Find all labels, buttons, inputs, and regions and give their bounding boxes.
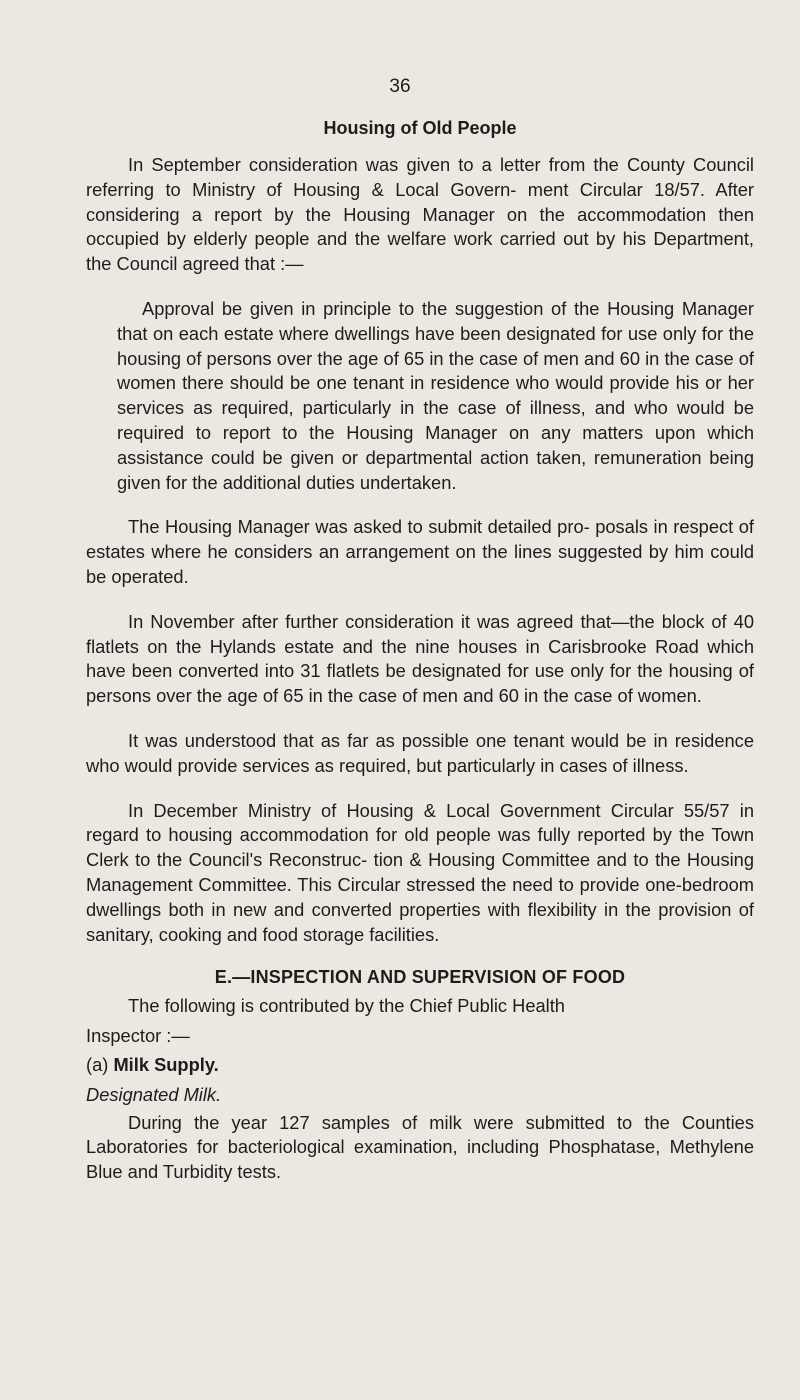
paragraph-food-intro-continued — [86, 1024, 754, 1049]
milk-supply-heading — [86, 1053, 754, 1078]
heading-food-inspection: E.—INSPECTION AND SUPERVISION OF FOOD — [214, 967, 626, 988]
designated-milk-subheading: Designated Milk. — [86, 1083, 222, 1105]
food-intro-continued-text: Inspector :— — [86, 1025, 190, 1047]
heading-housing-old-people: Housing of Old People — [323, 118, 517, 138]
paragraph-september: In September consideration was given to a letter from the County Council referring to Ministry of Housing & Local Govern- ment Circular 18/57. After considering a report by the Housing Manager on the accommodation then occupied by elderly people and the welfare work carried out by his Department, the Council agreed that :— — [86, 154, 754, 275]
page-content — [86, 118, 754, 1205]
paragraph-december: In December Ministry of Housing & Local Government Circular 55/57 in regard to housing accommodation for old people was fully reported by the Town Clerk to the Council's Reconstruc- tion & Housing Committee and to the Housing Management Committee. This Circular stressed the need to provide one-bedroom dwellings both in new and converted properties with flexibility in the provision of sanitary, cooking and food storage facilities. — [86, 799, 754, 945]
milk-item-label: (a) — [86, 1053, 109, 1075]
paragraph-milk-samples: During the year 127 samples of milk were submitted to the Counties Laboratories for bacteriological examination, including Phosphatase, Methylene Blue and Turbidity tests. — [86, 1111, 754, 1183]
paragraph-approval-resolution: Approval be given in principle to the suggestion of the Housing Manager that on each estate where dwellings have been designated for use only for the housing of persons over the age of 65 in the case of men and 60 in the case of women there should be one tenant in residence who would provide his or her services as required, particularly in the case of illness, and who would be required to report to the Housing Manager on any matters upon which assistance could be given or departmental action taken, remuneration being given for the additional duties undertaken. — [117, 297, 754, 493]
page-number: 36 — [389, 76, 411, 97]
milk-supply-title: Milk Supply. — [113, 1053, 219, 1075]
food-intro-text: The following is contributed by the Chief Public Health — [128, 995, 565, 1017]
paragraph-proposals: The Housing Manager was asked to submit detailed pro- posals in respect of estates where he considers an arrangement on the lines suggested by him could be operated. — [86, 516, 754, 587]
paragraph-november: In November after further consideration it was agreed that—the block of 40 flatlets on the Hylands estate and the nine houses in Carisbrooke Road which have been converted into 31 flatlets be designated for use only for the housing of persons over the age of 65 in the case of men and 60 in the case of women. — [86, 610, 754, 707]
paragraph-food-intro — [86, 994, 754, 1019]
paragraph-tenant-residence: It was understood that as far as possible one tenant would be in residence who would provide services as required, but particularly in cases of illness. — [86, 729, 754, 776]
